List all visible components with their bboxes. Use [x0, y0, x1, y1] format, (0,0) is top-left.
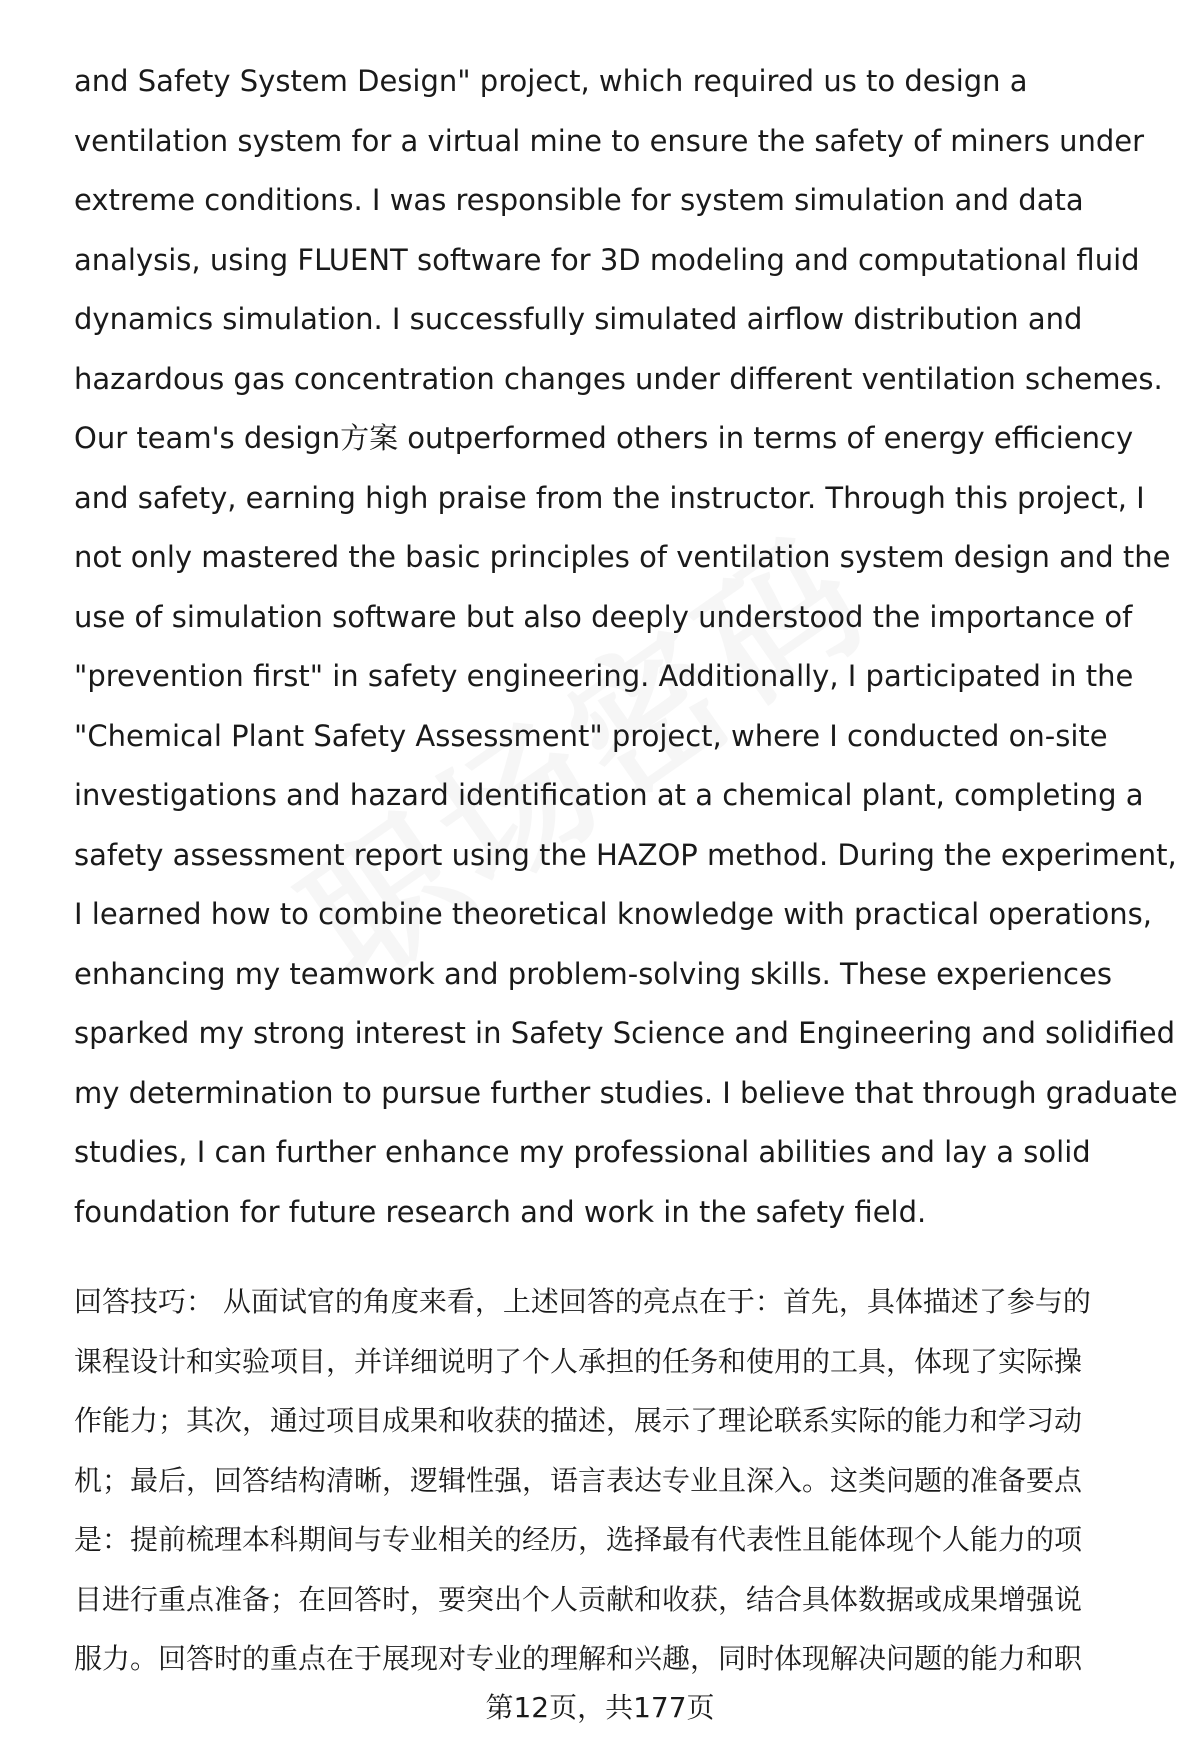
body-line: enhancing my teamwork and problem-solving skills. These experiences — [74, 956, 1112, 991]
tips-line: 课程设计和实验项目，并详细说明了个人承担的任务和使用的工具，体现了实际操 — [74, 1344, 1083, 1378]
body-line: investigations and hazard identification at a chemical plant, completing a — [74, 778, 1144, 812]
body-line: I learned how to combine theoretical knowledge with practical operations, — [74, 897, 1152, 931]
body-line: sparked my strong interest in Safety Science and Engineering and solidified — [74, 1016, 1176, 1050]
body-line: dynamics simulation. I successfully simulated airflow distribution and — [74, 302, 1083, 336]
body-line: foundation for future research and work in the safety field. — [74, 1194, 927, 1229]
tips-line: 作能力；其次，通过项目成果和收获的描述，展示了理论联系实际的能力和学习动 — [74, 1404, 1083, 1437]
body-line: and safety, earning high praise from the instructor. Through this project, I — [74, 480, 1145, 515]
body-line: hazardous gas concentration changes under different ventilation schemes. — [74, 361, 1163, 396]
body-line: my determination to pursue further studies. I believe that through graduate — [74, 1075, 1178, 1110]
tips-line: 是：提前梳理本科期间与专业相关的经历，选择最有代表性且能体现个人能力的项 — [74, 1523, 1083, 1556]
body-line: not only mastered the basic principles of ventilation system design and the — [74, 540, 1171, 574]
body-line: "prevention first" in safety engineering. Additionally, I participated in the — [74, 659, 1134, 693]
tips-line: 服力。回答时的重点在于展现对专业的理解和兴趣，同时体现解决问题的能力和职 — [74, 1642, 1083, 1675]
body-line: safety assessment report using the HAZOP method. During the experiment, — [74, 837, 1177, 872]
answer-tips — [74, 1272, 1154, 1689]
body-line: ventilation system for a virtual mine to ensure the safety of miners under — [74, 123, 1144, 158]
tips-line: 目进行重点准备；在回答时，要突出个人贡献和收获，结合具体数据或成果增强说 — [74, 1582, 1083, 1616]
tips-line: 机；最后，回答结构清晰，逻辑性强，语言表达专业且深入。这类问题的准备要点 — [74, 1463, 1083, 1497]
tips-line: 回答技巧： 从面试官的角度来看，上述回答的亮点在于：首先，具体描述了参与的 — [74, 1285, 1091, 1318]
body-line: extreme conditions. I was responsible for system simulation and data — [74, 183, 1084, 217]
body-line: analysis, using FLUENT software for 3D modeling and computational fluid — [74, 242, 1140, 277]
page-number: 第12页，共177页 — [485, 1691, 715, 1724]
body-line: studies, I can further enhance my professional abilities and lay a solid — [74, 1135, 1091, 1169]
body-line: Our team's design方案 outperformed others in terms of energy efficiency — [74, 421, 1134, 455]
body-line: "Chemical Plant Safety Assessment" project, where I conducted on-site — [74, 718, 1108, 753]
body-line: use of simulation software but also deeply understood the importance of — [74, 599, 1133, 634]
answer-body — [74, 52, 1178, 1242]
body-line: and Safety System Design" project, which required us to design a — [74, 64, 1028, 98]
